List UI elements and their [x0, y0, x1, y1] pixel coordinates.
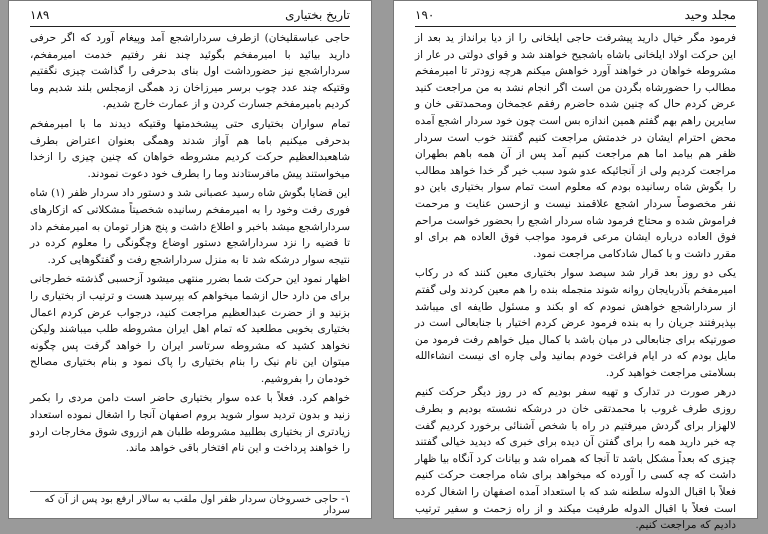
right-page	[393, 0, 758, 532]
page-number: ۱۹۰	[415, 8, 435, 22]
right-page-body	[415, 30, 736, 532]
page-number: ۱۸۹	[30, 8, 50, 22]
left-page-body	[30, 30, 350, 519]
footnote: ۱- حاجی خسروخان سردار ظفر اول ملقب به سالار ارفع بود پس از آن که سردار	[30, 491, 350, 516]
paragraph: این قضایا بگوش شاه رسید عصبانی شد و دستور داد سردار ظفر (۱) شاه فوری رفت وخود را به امیرمفخم رسانیده شخصیتاً مشکلاتی که ازکارهای سرداراشجع میشد باخبر و اطلاع داشت و پنج هزار تومان به امیرمفخم داد تا قضیه را نزد سرداراشجع دستور اوضاع وچگونگی را معلوم کرده در نتیجه سوار درشکه شد تا به منزل سرداراشجع رفت و گفتگوهایی کرد.	[30, 187, 350, 266]
paragraph: حاجی عباسقلیخان) ازطرف سرداراشجع آمد وپیغام آورد که اگر حرفی دارید بیائید با امیرمفخم بگوئید چند نفر رفتیم خدمت امیرمفخم، سرداراشجع نیز حضورداشت اول بنای بدحرفی را گذاشت چیزی نگفتیم وقتیکه چند عدد چوب برسر میرزاخان زد همگی ازمجلس بلند شدیم وما کردیم بامیرمفخم جسارت کردن و از عمارت خارج شدیم.	[30, 32, 350, 111]
paragraph: درهر صورت در تدارک و تهیه سفر بودیم که در روز دیگر حرکت کنیم روزی طرف غروب با محمدتقی خان در درشکه نشسته بودیم و بطرف لالهزار برای گردش میرفتیم در راه با شخص آشنائی برخورد کردیم گفت چه خبر دارید همه را برای گفتن آن دیده برای خبری که دیدید خیالی گفتند چیزی که بعداً مشکل باشد تا آنجا که همراه شد و بیانات کرد آنگاه بیا ظهار داشت که چه کسی را آورده که میخواهد برای شاه مراجعت حرکت کنیم فعلاً با اقبال الدوله سلطنه شد که با استعداد آمده اصفهان را اشغال کرده است فعلاً با اقبال الدوله طرفیت میکند و از راه زحمت و سفیر ترتیب دادیم که مراجعت کنیم.	[415, 386, 736, 532]
paragraph: یکی دو روز بعد قرار شد سیصد سوار بختیاری معین کنند که در رکاب امیرمفخم بآذربایجان روانه شوند منجمله بنده را هم معین کردند ولی گفتم از سرداراشجع خواهش نمودم که او بکند و مسئول طایفه ای میباشد بپذیرفتند جریان را به بنده فرمود عرض کردم اختیار با جنابعالی است در صورتیکه برای جنابعالی در میان باشد با کمال میل خواهم رفت فرمود من مایل بودم که در ایام فراغت خودم بمانید ولی چاره ای نیست انشاءالله بسلامتی مراجعت خواهید کرد.	[415, 267, 736, 379]
running-title: تاریخ بختیاری	[285, 8, 350, 22]
paragraph: خواهم کرد. فعلاً با عده سوار بختیاری حاضر است دامن مردی را بکمر زنید و بدون تردید سوار شوید بروم اصفهان آنجا را اشغال نموده استعداد زیادتری از بختیاری بطلبید مشروطه طلبان هم ازروی شوق مخارجات اردو را خواهند پرداخت و این نام افتخار باقی خواهد ماند.	[30, 392, 350, 455]
paragraph: اظهار نمود این حرکت شما بضرر منتهی میشود آزحسبی گذشته خطرجانی برای من دارد حال ازشما میخواهم که بپرسید هست و ترتیب از بختیاری را بزنید و از حضرت عبدالعظیم مراجعت کنید، درجواب عرض کردم اعمال بختیاری بخوبی مطلعید که تمام اهل ایران مشروطه طلب میباشند ولیکن نخواهد کشید که مشروطه سرتاسر ایران را خواهد گرفت پس چگونه میتوان این نام نیک را بنام بختیاری را پاک نمود و بنام بختیاری مصالح خودمان را بفروشیم.	[30, 273, 350, 385]
paragraph: تمام سواران بختیاری حتی پیشخدمتها وقتیکه دیدند ما با امیرمفخم بدحرفی میکنیم باما هم آواز شدند وهمگی بعنوان اعتراض بطرف شاهعبدالعظیم حرکت کردیم مشروطه خواهان که چنین چیزی را ازخدا میخواستند پیش مافرستادند وما را بطرف خود دعوت نمودند.	[30, 117, 350, 180]
left-page-header	[30, 8, 350, 27]
running-title: مجلد وحید	[684, 8, 736, 22]
left-page	[8, 0, 372, 519]
paragraph: فرمود مگر خیال دارید پیشرفت حاجی ایلخانی را از دیا برانداز ید بعد از این حرکت اولاد ایلخانی باشاه باشجیح خواهند شد و قوای دولتی در عار از مشروطه خواهان در خواهند آورد خواهش میکنم هرچه زودتر تا امیرمفخم مطالب را حضورشاه بگردن من است اگر انجام نشد به من مراجعت کنید عرض کردم حال که چنین شده حاضرم رفقم عجمخان ومحمدتقی خان و سایرین راهم بهم گفتم همین اندازه بس است چون خود سردار اشجع آمده محض احترام ایشان در خدمتش مراجعت کنیم گفتند خوب است سردار ظفر هم بیامد اما هم مراجعت کنیم آمد پس از آن همه باهم بطهران مراجعت کردیم ولی از آنجائیکه عدو شود سبب خیر گر خدا خواهد مطالب را بگوش شاه رسانیده بودم که معلوم است تمام سوار بختیاری باین دو نفر مخصوصاً سردار اشجع علاقمند نیست و ازحسن عنایت و مرحمت فراموش شده و محتاج فرمود شاه سردار اشجع را بحضور خواست مراحم فوق العاده درباره ایشان مرعی فرمود مواجب فوق العاده هم برای او مقرر داشت و با کمال شادکامی مراجعت نمود.	[415, 32, 736, 260]
right-page-header	[415, 8, 736, 27]
